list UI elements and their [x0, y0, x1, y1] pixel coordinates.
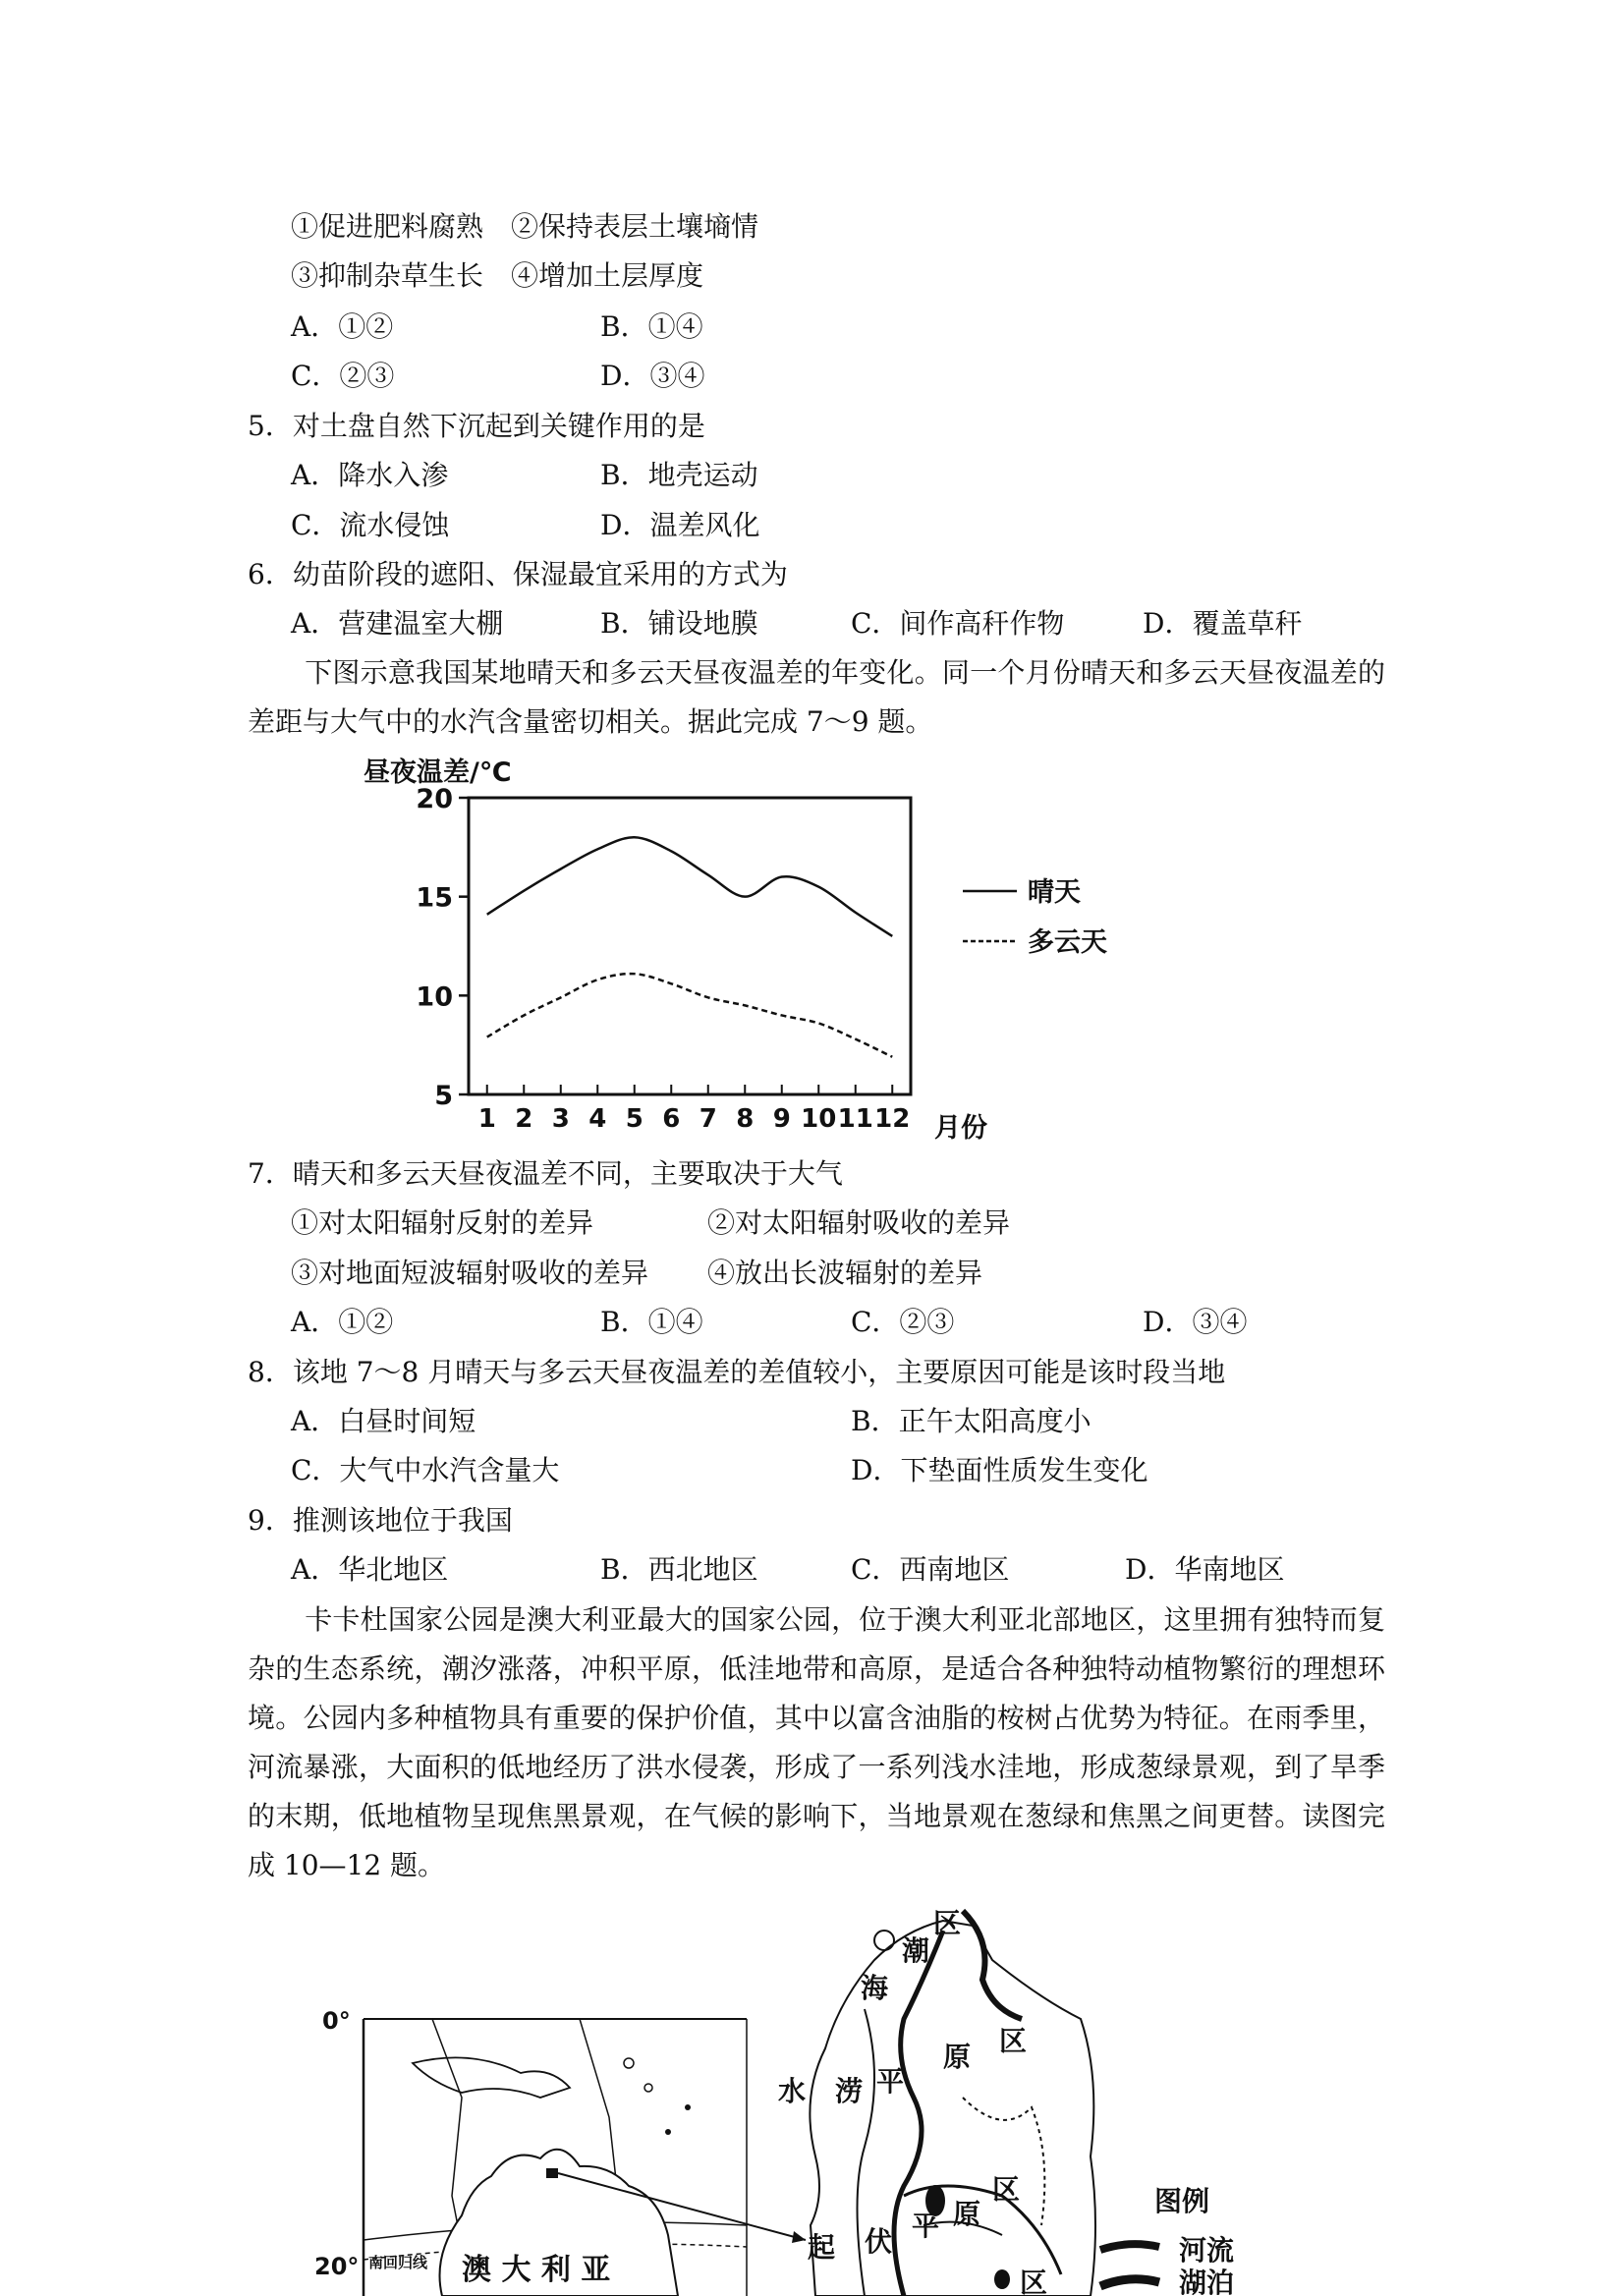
x-tick-label: 3 [551, 1104, 570, 1134]
q6-choice-b: B．铺设地膜 [600, 607, 758, 640]
map-legend [1100, 2185, 1234, 2296]
legend-river-label: 河流 [1179, 2234, 1235, 2267]
y-tick-label: 20 [416, 784, 453, 814]
q8-choice-b: B．正午太阳高度小 [851, 1405, 1091, 1437]
q5-stem: 5．对土盘自然下沉起到关键作用的是 [248, 410, 705, 442]
map-label-chao: 潮 [902, 1934, 930, 1967]
map-label-qu2: 区 [999, 2025, 1028, 2057]
x-tick-label: 6 [662, 1104, 681, 1134]
y-tick-label: 10 [416, 981, 453, 1013]
intro-7-9: 下图示意我国某地晴天和多云天昼夜温差的年变化。同一个月份晴天和多云天昼夜温差的差距与大气中的水汽含量密切相关。据此完成 7～9 题。 [248, 656, 1385, 738]
country-label: 澳 大 利 亚 [462, 2253, 611, 2287]
legend-river-symbol [1100, 2244, 1159, 2250]
q4-choice-a: A．①② [291, 310, 394, 343]
kakadu-map-figure [314, 1901, 1297, 2296]
q4-choice-c: C．②③ [291, 360, 395, 392]
chart-xlabel: 月份 [934, 1113, 987, 1144]
temperature-range-chart [334, 747, 1120, 1149]
tropic-label: 南回归线 [368, 2254, 428, 2271]
q7-option-4: ④放出长波辐射的差异 [707, 1257, 983, 1289]
legend-label-1: 晴天 [1028, 877, 1081, 908]
q6-choice-a: A．营建温室大棚 [291, 607, 504, 640]
q8-choice-c: C．大气中水汽含量大 [291, 1454, 560, 1486]
y-tick-label: 5 [434, 1081, 453, 1111]
q7-stem: 7．晴天和多云天昼夜温差不同，主要取决于大气 [248, 1157, 843, 1190]
x-tick-label: 12 [874, 1104, 911, 1134]
q6-stem: 6．幼苗阶段的遮阳、保湿最宜采用的方式为 [248, 558, 788, 590]
q6-choice-c: C．间作高秆作物 [851, 607, 1065, 640]
legend-label-2: 多云天 [1028, 927, 1107, 958]
y-tick-label: 15 [416, 882, 453, 914]
q5-choice-b: B．地壳运动 [600, 459, 758, 491]
x-tick-label: 11 [837, 1104, 873, 1134]
q9-choice-b: B．西北地区 [600, 1553, 758, 1586]
map-label-qu1: 区 [933, 1907, 962, 1939]
x-tick-label: 9 [772, 1104, 791, 1134]
q6-choice-d: D．覆盖草秆 [1143, 607, 1303, 640]
intro-10-12: 卡卡杜国家公园是澳大利亚最大的国家公园，位于澳大利亚北部地区，这里拥有独特而复杂的生态系统，潮汐涨落，冲积平原，低洼地带和高原，是适合各种独特动植物繁衍的理想环境。公园内多种植物具有重要的保护价值，其中以富含油脂的桉树占优势为特征。在雨季里，河流暴涨，大面积的低地经历了洪水侵袭，形成了一系列浅水洼地，形成葱绿景观，到了旱季的末期，低地植物呈现焦黑景观，在气候的影响下，当地景观在葱绿和焦黑之间更替。读图完成 10—12 题。 [248, 1603, 1385, 1881]
map-label-qu3: 区 [992, 2173, 1021, 2206]
map-label-ping2: 平 [912, 2210, 940, 2242]
q8-stem: 8．该地 7～8 月晴天与多云天昼夜温差的差值较小，主要原因可能是该时段当地 [248, 1356, 1226, 1388]
q9-choice-d: D．华南地区 [1125, 1553, 1285, 1586]
x-tick-label: 1 [477, 1104, 496, 1134]
q9-stem: 9．推测该地位于我国 [248, 1504, 513, 1537]
q5-choice-d: D．温差风化 [600, 509, 760, 541]
x-tick-label: 8 [736, 1104, 755, 1134]
q7-option-1: ①对太阳辐射反射的差异 [291, 1206, 594, 1239]
map-label-fu: 伏 [865, 2225, 893, 2258]
legend-lake-label: 湖泊 [1179, 2267, 1235, 2296]
q5-choice-c: C．流水侵蚀 [291, 509, 450, 541]
kakadu-detail-map [778, 1907, 1095, 2296]
map-label-yong: 涝 [835, 2075, 864, 2107]
q7-option-3: ③对地面短波辐射吸收的差异 [291, 1257, 649, 1289]
q9-choice-c: C．西南地区 [851, 1553, 1010, 1586]
legend-title: 图例 [1154, 2185, 1210, 2217]
chart-ylabel: 昼夜温差/℃ [364, 757, 512, 788]
australia-inset-map [314, 2007, 806, 2296]
q8-choice-d: D．下垫面性质发生变化 [851, 1454, 1148, 1486]
q4-choice-d: D．③④ [600, 360, 705, 392]
map-label-qi: 起 [808, 2231, 836, 2264]
chart-frame [469, 798, 911, 1094]
q4-options-row1: ①促进肥料腐熟 ②保持表层土壤墒情 [291, 210, 759, 243]
map-label-yuan2: 原 [953, 2198, 981, 2230]
q7-choice-c: C．②③ [851, 1306, 955, 1338]
x-tick-label: 5 [625, 1104, 644, 1134]
q4-options-row2: ③抑制杂草生长 ④增加土层厚度 [291, 259, 704, 292]
x-tick-label: 4 [588, 1104, 607, 1134]
q8-choice-a: A．白昼时间短 [291, 1405, 476, 1437]
q7-option-2: ②对太阳辐射吸收的差异 [707, 1206, 1011, 1239]
q7-choice-d: D．③④ [1143, 1306, 1248, 1338]
q4-choice-b: B．①④ [600, 310, 703, 343]
series-line-2 [487, 974, 893, 1057]
map-label-hai: 海 [861, 1972, 889, 2004]
q9-choice-a: A．华北地区 [291, 1553, 449, 1586]
lat-20-label: 20° [314, 2253, 360, 2280]
map-label-yuan: 原 [943, 2041, 972, 2073]
map-label-shui: 水 [778, 2075, 807, 2107]
x-tick-label: 7 [699, 1104, 717, 1134]
x-tick-label: 2 [515, 1104, 533, 1134]
legend-lake-symbol [1100, 2279, 1159, 2286]
x-tick-label: 10 [801, 1104, 837, 1134]
series-line-1 [487, 837, 893, 936]
q7-choice-a: A．①② [291, 1306, 394, 1338]
lat-0-label: 0° [322, 2007, 351, 2035]
map-label-qu4: 区 [1020, 2267, 1048, 2296]
map-label-ping: 平 [876, 2065, 905, 2098]
q5-choice-a: A．降水入渗 [291, 459, 449, 491]
q7-choice-b: B．①④ [600, 1306, 703, 1338]
